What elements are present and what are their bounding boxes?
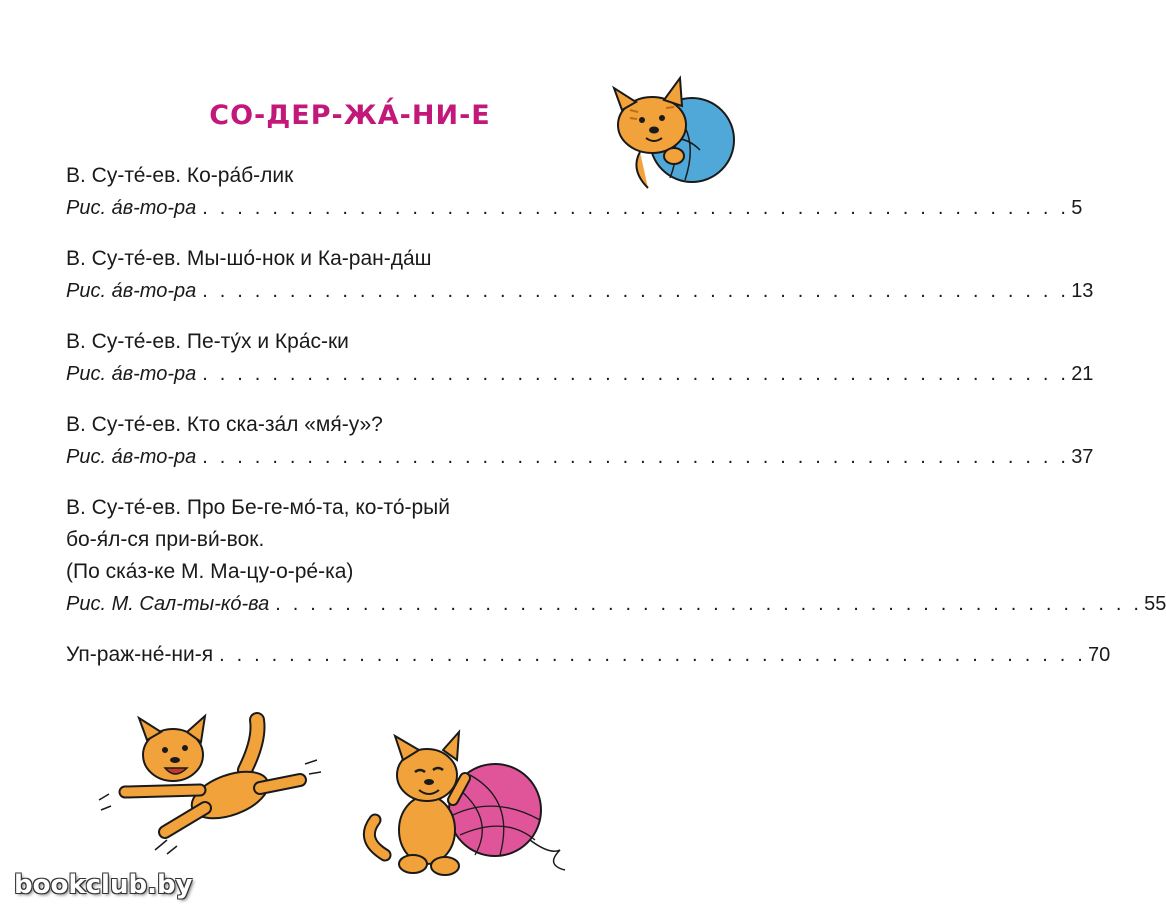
leader-dots: . . . . . . . . . . . . . . . . . . . . . . . . . . . . . . . . . . . . . . . . . . . . . . . . . .	[202, 197, 1070, 219]
leader-dots: . . . . . . . . . . . . . . . . . . . . . . . . . . . . . . . . . . . . . . . . . . . . . . . . . .	[202, 363, 1070, 385]
toc-entry-1[interactable]	[66, 160, 1083, 224]
toc-entry-leader	[66, 275, 1094, 307]
toc-entry-title: В. Су-те́-ев. Кто ска-за́л «мя́-у»?	[66, 413, 383, 436]
cat-with-blue-yarn-illustration	[600, 60, 700, 200]
toc-entry-illustrator: Рис. а́в-то-ра	[66, 446, 197, 468]
toc-entry-page: 13	[1071, 280, 1094, 302]
toc-entry-title-line-2: бо-я́л-ся при-ви́-вок.	[66, 528, 265, 551]
page-title: СО-ДЕР-ЖА́-НИ-Е	[209, 100, 491, 131]
toc-entry-leader	[66, 639, 1111, 671]
toc-entry-5[interactable]	[66, 492, 1166, 620]
toc-entry-title: В. Су-те́-ев. Про Бе-ге-мо́-та, ко-то́-рый	[66, 496, 450, 519]
toc-entry-title: В. Су-те́-ев. Пе-ту́х и Кра́с-ки	[66, 330, 349, 353]
toc-entry-illustrator: Рис. а́в-то-ра	[66, 363, 197, 385]
toc-entry-leader	[66, 192, 1083, 224]
toc-entry-title: Уп-раж-не́-ни-я	[66, 643, 214, 666]
toc-entry-page: 70	[1088, 644, 1111, 666]
toc-entry-leader	[66, 358, 1094, 390]
leader-dots: . . . . . . . . . . . . . . . . . . . . . . . . . . . . . . . . . . . . . . . . . . . . . . . . . .	[219, 644, 1087, 666]
toc-entry-page: 21	[1071, 363, 1094, 385]
leader-dots: . . . . . . . . . . . . . . . . . . . . . . . . . . . . . . . . . . . . . . . . . . . . . . . . . .	[275, 593, 1143, 615]
toc-entry-leader	[66, 441, 1094, 473]
toc-entry-page: 5	[1071, 197, 1083, 219]
toc-entry-illustrator: Рис. а́в-то-ра	[66, 280, 197, 302]
watermark: bookclub.by	[14, 870, 193, 900]
toc-entry-illustrator: Рис. М. Сал-ты-ко́-ва	[66, 593, 270, 615]
toc-entry-illustrator: Рис. а́в-то-ра	[66, 197, 197, 219]
toc-entry-page: 37	[1071, 446, 1094, 468]
dancing-cat-illustration	[95, 710, 335, 860]
toc-entry-title: В. Су-те́-ев. Ко-ра́б-лик	[66, 164, 294, 187]
toc-entry-4[interactable]	[66, 409, 1094, 473]
toc-entry-leader	[66, 588, 1166, 620]
toc-entry-page: 55	[1144, 593, 1166, 615]
leader-dots: . . . . . . . . . . . . . . . . . . . . . . . . . . . . . . . . . . . . . . . . . . . . . . . . . .	[202, 446, 1070, 468]
toc-entry-2[interactable]	[66, 243, 1094, 307]
table-of-contents	[66, 160, 1166, 690]
toc-entry-title: В. Су-те́-ев. Мы-шо́-нок и Ка-ран-да́ш	[66, 247, 432, 270]
toc-entry-3[interactable]	[66, 326, 1094, 390]
toc-entry-exercises[interactable]	[66, 639, 1111, 671]
leader-dots: . . . . . . . . . . . . . . . . . . . . . . . . . . . . . . . . . . . . . . . . . . . . . . . . . .	[202, 280, 1070, 302]
cat-with-pink-yarn-illustration	[365, 730, 570, 880]
toc-entry-source: (По ска́з-ке М. Ма-цу-о-ре́-ка)	[66, 560, 354, 583]
